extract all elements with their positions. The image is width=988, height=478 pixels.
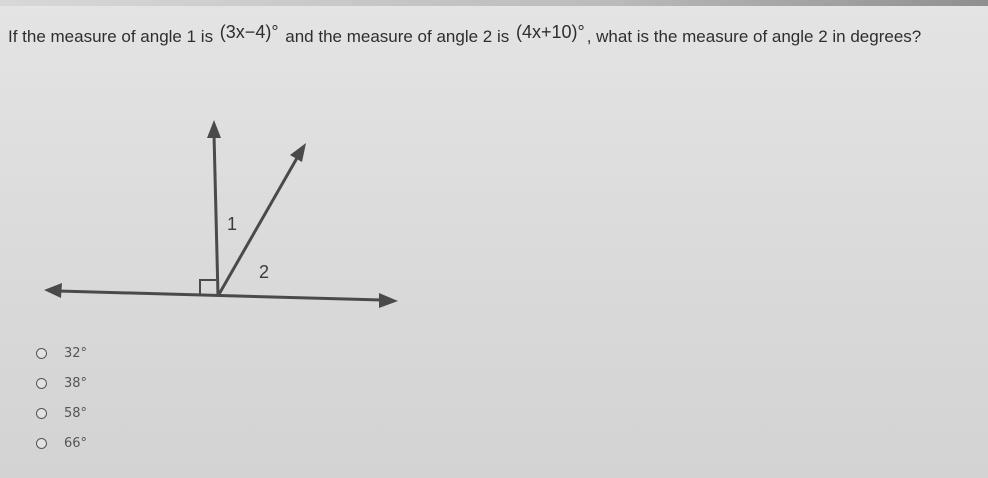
choice-66[interactable] xyxy=(36,428,87,458)
right-angle-marker xyxy=(200,280,216,294)
radio-button[interactable] xyxy=(36,438,47,449)
choice-32[interactable] xyxy=(36,338,87,368)
radio-button[interactable] xyxy=(36,378,47,389)
radio-button[interactable] xyxy=(36,408,47,419)
angle2-expression: (4x+10)° xyxy=(515,22,585,42)
question-part1: If the measure of angle 1 is xyxy=(8,27,218,46)
vertical-arrowhead xyxy=(207,120,221,138)
choice-label: 58° xyxy=(64,405,88,421)
left-arrowhead xyxy=(44,283,62,298)
question-part3: , what is the measure of angle 2 in degrees? xyxy=(586,27,922,46)
angle-diagram xyxy=(40,112,405,317)
right-arrowhead xyxy=(379,293,398,308)
choice-label: 66° xyxy=(64,435,88,451)
angle-2-label: 2 xyxy=(259,262,270,282)
diagonal-arrowhead xyxy=(290,143,306,162)
radio-button[interactable] xyxy=(36,348,47,359)
choice-label: 32° xyxy=(64,345,88,361)
choice-label: 38° xyxy=(64,375,88,391)
question-part2: and the measure of angle 2 is xyxy=(280,27,514,46)
question-text xyxy=(8,22,978,51)
angle-1-label: 1 xyxy=(227,214,238,234)
top-edge-bar xyxy=(0,0,988,6)
choice-58[interactable] xyxy=(36,398,87,428)
choice-38[interactable] xyxy=(36,368,87,398)
answer-choices xyxy=(36,338,87,458)
vertical-ray xyxy=(214,134,218,296)
angle1-expression: (3x−4)° xyxy=(219,22,279,42)
